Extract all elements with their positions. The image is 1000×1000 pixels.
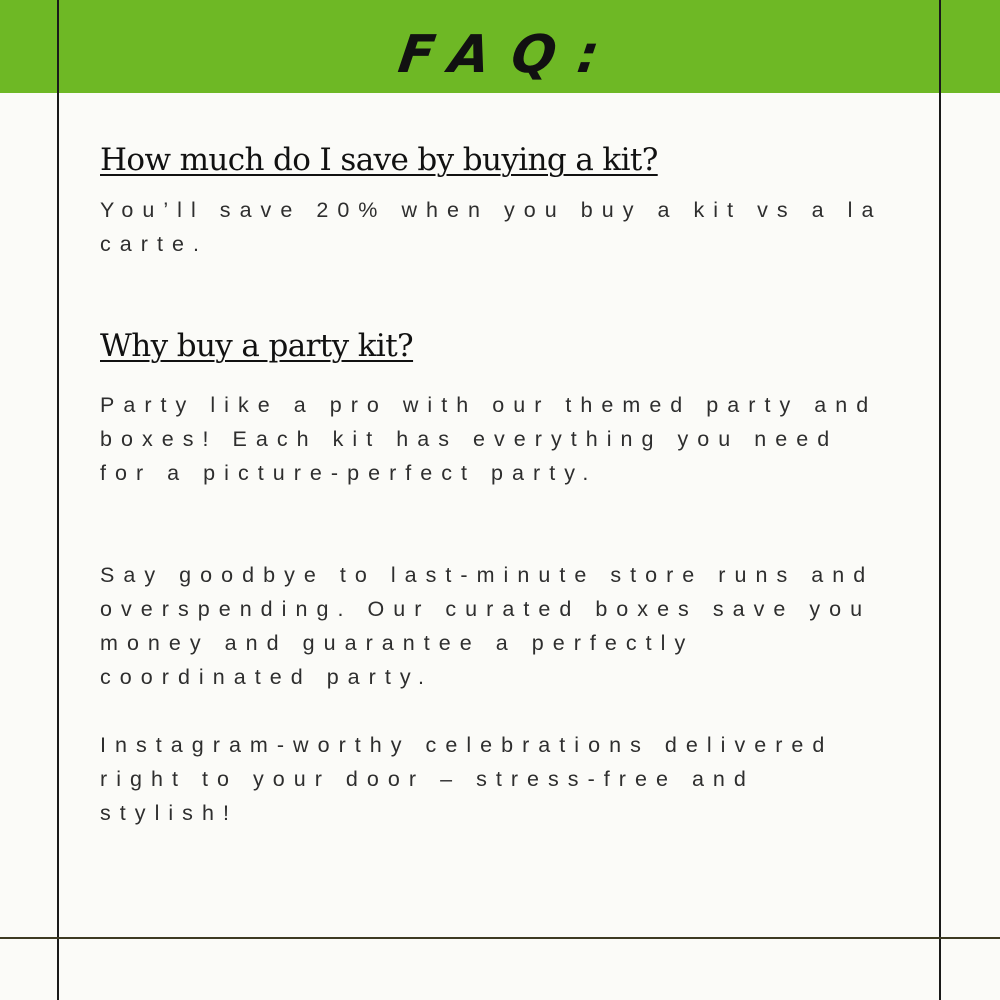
faq-answer-savings: You’ll save 20% when you buy a kit vs a la carte. — [100, 198, 883, 256]
faq-question-savings: How much do I save by buying a kit? — [100, 142, 658, 178]
faq-answer-why-buy-2: Say goodbye to last-minute store runs and overspending. Our curated boxes save you money and guarantee a perfectly coordinated party. — [100, 563, 875, 689]
bottom-divider-line — [0, 937, 1000, 939]
page-title: FAQ: — [394, 25, 625, 85]
faq-question-why-buy: Why buy a party kit? — [100, 328, 414, 364]
faq-answer-why-buy-1: Party like a pro with our themed party and boxes! Each kit has everything you need for a picture-perfect party. — [100, 393, 878, 485]
left-frame-line — [57, 0, 59, 1000]
right-frame-line — [939, 0, 941, 1000]
faq-answer-why-buy-3: Instagram-worthy celebrations delivered right to your door – stress-free and stylish! — [100, 733, 834, 825]
